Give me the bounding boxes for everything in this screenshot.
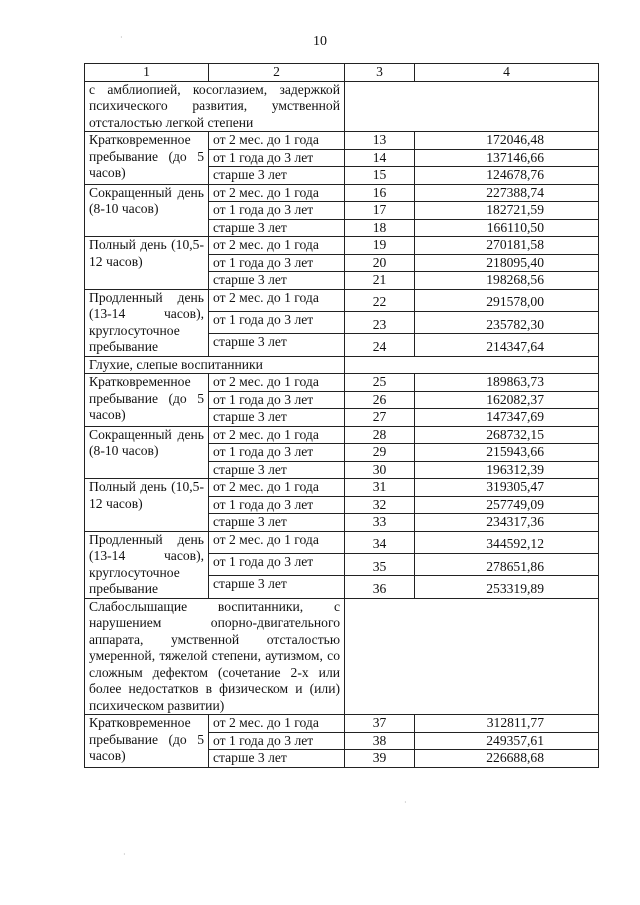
age-cell: от 2 мес. до 1 года (209, 132, 345, 150)
section-title: Слабослышащие воспитанники, с нарушением опорно-двигательного аппарата, умственной отсталостью умеренной, тяжелой степени, аутизмом, со сложным дефектом (сочетание 2-х или более недостатков в физическом и (или) психическом развитии) (85, 598, 345, 715)
amount-cell: 344592,12 (415, 531, 599, 553)
table-row (85, 715, 599, 733)
section-empty-cell (345, 81, 599, 132)
row-number-cell: 33 (345, 514, 415, 532)
stay-type-cell: Полный день (10,5-12 часов) (85, 237, 209, 290)
table-row (85, 374, 599, 392)
row-number-cell: 14 (345, 149, 415, 167)
stay-type-cell: Кратковременное пребывание (до 5 часов) (85, 374, 209, 427)
age-cell: от 1 года до 3 лет (209, 391, 345, 409)
row-number-cell: 29 (345, 444, 415, 462)
stay-type-cell: Сокращенный день (8-10 часов) (85, 426, 209, 479)
age-cell: от 1 года до 3 лет (209, 311, 345, 333)
row-number-cell: 30 (345, 461, 415, 479)
amount-cell: 162082,37 (415, 391, 599, 409)
age-cell: от 1 года до 3 лет (209, 732, 345, 750)
row-number-cell: 23 (345, 311, 415, 333)
row-number-cell: 17 (345, 202, 415, 220)
age-cell: старше 3 лет (209, 272, 345, 290)
row-number-cell: 16 (345, 184, 415, 202)
amount-cell: 124678,76 (415, 167, 599, 185)
amount-cell: 147347,69 (415, 409, 599, 427)
row-number-cell: 21 (345, 272, 415, 290)
section-title: с амблиопией, косоглазием, задержкой психического развития, умственной отсталостью легкой степени (85, 81, 345, 132)
amount-cell: 312811,77 (415, 715, 599, 733)
row-number-cell: 27 (345, 409, 415, 427)
stay-type-cell: Кратковременное пребывание (до 5 часов) (85, 132, 209, 185)
row-number-cell: 39 (345, 750, 415, 768)
stay-type-cell: Сокращенный день (8-10 часов) (85, 184, 209, 237)
amount-cell: 278651,86 (415, 553, 599, 575)
row-number-cell: 28 (345, 426, 415, 444)
scan-speck: · (120, 33, 123, 42)
stay-type-cell: Полный день (10,5-12 часов) (85, 479, 209, 532)
amount-cell: 253319,89 (415, 576, 599, 598)
row-number-cell: 34 (345, 531, 415, 553)
age-cell: старше 3 лет (209, 219, 345, 237)
age-cell: старше 3 лет (209, 576, 345, 598)
age-cell: от 2 мес. до 1 года (209, 237, 345, 255)
age-cell: от 1 года до 3 лет (209, 496, 345, 514)
age-cell: от 1 года до 3 лет (209, 254, 345, 272)
page-number: 10 (313, 34, 327, 49)
row-number-cell: 24 (345, 334, 415, 356)
age-cell: от 2 мес. до 1 года (209, 426, 345, 444)
amount-cell: 215943,66 (415, 444, 599, 462)
amount-cell: 249357,61 (415, 732, 599, 750)
section-row (85, 356, 599, 374)
row-number-cell: 32 (345, 496, 415, 514)
amount-cell: 198268,56 (415, 272, 599, 290)
table-row (85, 531, 599, 553)
section-empty-cell (345, 356, 599, 374)
section-empty-cell (345, 598, 599, 715)
table-header (85, 64, 599, 82)
scan-speck: · (404, 798, 407, 807)
age-cell: от 2 мес. до 1 года (209, 374, 345, 392)
header-col-1: 1 (85, 64, 209, 82)
age-cell: от 2 мес. до 1 года (209, 531, 345, 553)
row-number-cell: 37 (345, 715, 415, 733)
age-cell: от 2 мес. до 1 года (209, 715, 345, 733)
row-number-cell: 20 (345, 254, 415, 272)
age-cell: старше 3 лет (209, 409, 345, 427)
header-col-4: 4 (415, 64, 599, 82)
table-body (85, 81, 599, 767)
row-number-cell: 38 (345, 732, 415, 750)
scan-speck: · (123, 850, 126, 859)
section-row (85, 81, 599, 132)
amount-cell: 226688,68 (415, 750, 599, 768)
amount-cell: 291578,00 (415, 289, 599, 311)
amount-cell: 137146,66 (415, 149, 599, 167)
table-row (85, 289, 599, 311)
header-col-2: 2 (209, 64, 345, 82)
amount-cell: 218095,40 (415, 254, 599, 272)
row-number-cell: 13 (345, 132, 415, 150)
row-number-cell: 18 (345, 219, 415, 237)
row-number-cell: 35 (345, 553, 415, 575)
table-row (85, 479, 599, 497)
age-cell: от 2 мес. до 1 года (209, 289, 345, 311)
row-number-cell: 19 (345, 237, 415, 255)
age-cell: старше 3 лет (209, 334, 345, 356)
age-cell: от 2 мес. до 1 года (209, 184, 345, 202)
age-cell: старше 3 лет (209, 750, 345, 768)
amount-cell: 227388,74 (415, 184, 599, 202)
amount-cell: 172046,48 (415, 132, 599, 150)
amount-cell: 166110,50 (415, 219, 599, 237)
table-row (85, 237, 599, 255)
table-row (85, 132, 599, 150)
tariff-table (84, 63, 599, 768)
header-col-3: 3 (345, 64, 415, 82)
amount-cell: 196312,39 (415, 461, 599, 479)
stay-type-cell: Кратковременное пребывание (до 5 часов) (85, 715, 209, 768)
amount-cell: 234317,36 (415, 514, 599, 532)
section-row (85, 598, 599, 715)
amount-cell: 257749,09 (415, 496, 599, 514)
row-number-cell: 15 (345, 167, 415, 185)
stay-type-cell: Продленный день (13-14 часов), круглосуточное пребывание (85, 289, 209, 356)
amount-cell: 268732,15 (415, 426, 599, 444)
age-cell: старше 3 лет (209, 167, 345, 185)
amount-cell: 189863,73 (415, 374, 599, 392)
row-number-cell: 25 (345, 374, 415, 392)
age-cell: старше 3 лет (209, 461, 345, 479)
age-cell: от 1 года до 3 лет (209, 553, 345, 575)
age-cell: от 1 года до 3 лет (209, 444, 345, 462)
amount-cell: 235782,30 (415, 311, 599, 333)
age-cell: от 1 года до 3 лет (209, 149, 345, 167)
row-number-cell: 26 (345, 391, 415, 409)
age-cell: от 1 года до 3 лет (209, 202, 345, 220)
age-cell: старше 3 лет (209, 514, 345, 532)
section-title: Глухие, слепые воспитанники (85, 356, 345, 374)
row-number-cell: 22 (345, 289, 415, 311)
row-number-cell: 36 (345, 576, 415, 598)
stay-type-cell: Продленный день (13-14 часов), круглосуточное пребывание (85, 531, 209, 598)
table-row (85, 184, 599, 202)
amount-cell: 319305,47 (415, 479, 599, 497)
table-row (85, 426, 599, 444)
row-number-cell: 31 (345, 479, 415, 497)
amount-cell: 270181,58 (415, 237, 599, 255)
amount-cell: 214347,64 (415, 334, 599, 356)
amount-cell: 182721,59 (415, 202, 599, 220)
age-cell: от 2 мес. до 1 года (209, 479, 345, 497)
